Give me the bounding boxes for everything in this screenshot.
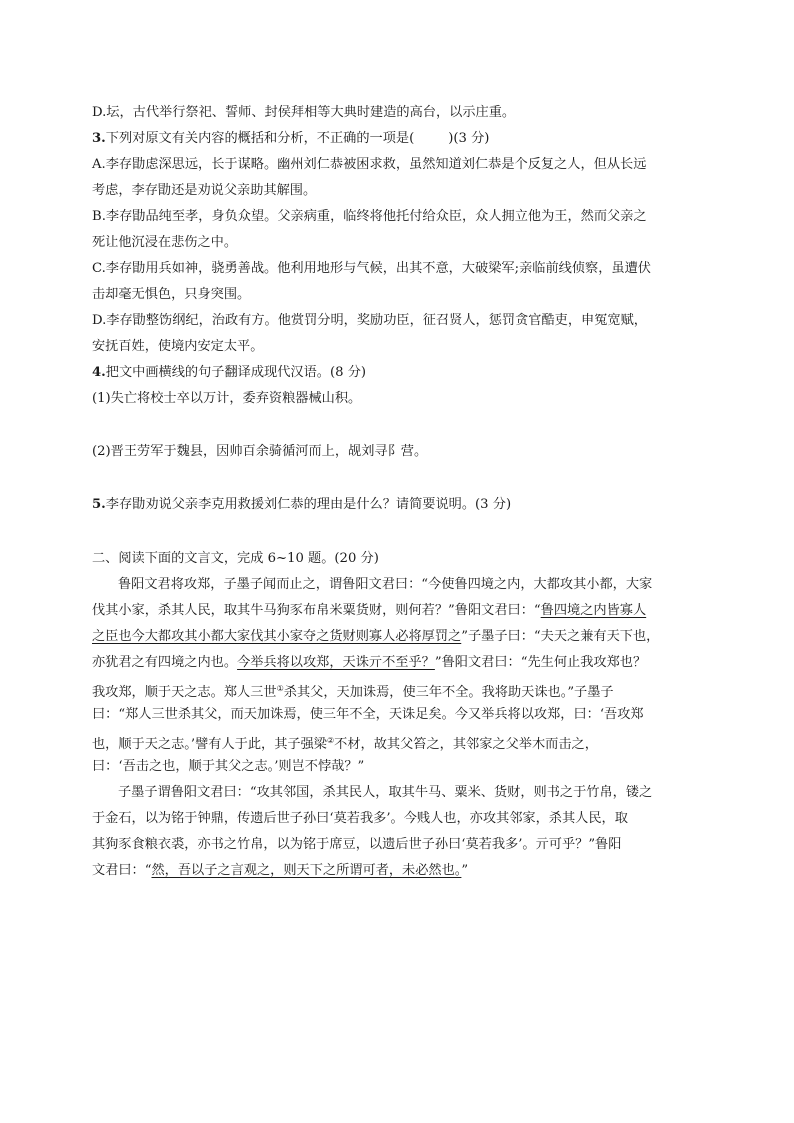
q4-sentence-2: (2)晋王劳军于魏县，因帅百余骑循河而上，觇刘寻阝营。 xyxy=(92,444,428,459)
passage-p1-line4 xyxy=(92,650,712,676)
q3-option-d-line2: 安抚百姓，使境内安定太平。 xyxy=(92,339,264,354)
q3-option-d-line1: D.李存勖整饬纲纪，治政有方。他赏罚分明，奖励功臣，征召贤人，惩罚贪官酷吏，申冤宽赋， xyxy=(92,313,647,328)
passage-text: ” xyxy=(461,863,469,878)
exam-page xyxy=(92,100,712,884)
passage-text: 我攻郑，顺于天之志。郑人三世 xyxy=(92,685,277,700)
passage-p1-line7 xyxy=(92,728,712,754)
passage-text: ”子墨子曰：“夫天之兼有天下也， xyxy=(461,629,660,644)
underlined-sentence: 之臣也今大都攻其小都大家伐其小家夺之货财则寡人必将厚罚之 xyxy=(92,629,462,644)
footnote-marker: ① xyxy=(276,684,284,693)
passage-p1-line2 xyxy=(92,598,712,624)
q3-option-c-line2: 击却毫无惧色，只身突围。 xyxy=(92,287,251,302)
q5-number: 5. xyxy=(92,497,106,512)
underlined-sentence: 然，吾以子之言观之，则天下之所谓可者，未必然也。 xyxy=(151,863,462,878)
passage-text: 文君曰：“ xyxy=(92,863,152,878)
q3-stem-text: 下列对原文有关内容的概括和分析，不正确的一项是( xyxy=(105,131,415,146)
passage-p1-line1: 鲁阳文君将攻郑，子墨子闻而止之，谓鲁阳文君曰：“今使鲁四境之内，大都攻其小都，大家 xyxy=(118,577,653,592)
q3-option-b-line2: 死让他沉浸在悲伤之中。 xyxy=(92,235,238,250)
q4-stem-text: 把文中画横线的句子翻译成现代汉语。(8 分) xyxy=(105,365,367,380)
q3-option-b-line1: B.李存勖品纯至孝，身负众望。父亲病重，临终将他托付给众臣，众人拥立他为王，然而父亲之 xyxy=(92,209,647,224)
passage-p2-line4 xyxy=(92,858,712,884)
footnote-marker: ② xyxy=(326,736,335,745)
q3-stem xyxy=(92,126,712,152)
passage-p1-line3 xyxy=(92,624,712,650)
q4-number: 4. xyxy=(92,365,106,380)
q3-option-a-line2: 考虑，李存勖还是劝说父亲助其解围。 xyxy=(92,183,317,198)
q5-stem-text: 李存勖劝说父亲李克用救援刘仁恭的理由是什么？请简要说明。(3 分) xyxy=(105,497,512,512)
answer-space xyxy=(92,518,712,546)
section-2-heading: 二、阅读下面的文言文，完成 6~10 题。(20 分) xyxy=(92,551,379,566)
passage-p1-line5 xyxy=(92,676,712,702)
underlined-sentence: 鲁四境之内皆寡人 xyxy=(540,603,647,618)
passage-p2-line1: 子墨子谓鲁阳文君曰：“攻其邻国，杀其民人，取其牛马、粟米、货财，则书之于竹帛，镂之 xyxy=(118,785,653,800)
q2-option-d: D.坛，古代举行祭祀、誓师、封侯拜相等大典时建造的高台，以示庄重。 xyxy=(92,105,516,120)
q5-stem xyxy=(92,492,712,518)
passage-p2-line2: 于金石，以为铭于钟鼎，传遗后世子孙曰‘莫若我多’。今贱人也，亦攻其邻家，杀其人民，取 xyxy=(92,811,628,826)
passage-text: 伐其小家，杀其人民，取其牛马狗豕布帛米粟货财，则何若？”鲁阳文君曰：“ xyxy=(92,603,541,618)
passage-text: 杀其父，天加诛焉，使三年不全。我将助天诛也。”子墨子 xyxy=(283,685,614,700)
passage-text: 不材，故其父笞之，其邻家之父举木而击之， xyxy=(334,737,598,752)
q3-score: )(3 分) xyxy=(448,131,490,146)
q3-option-c-line1: C.李存勖用兵如神，骁勇善战。他利用地形与气候，出其不意，大破梁军;亲临前线侦察，虽遭伏 xyxy=(92,261,651,276)
q4-sentence-1: (1)失亡将校士卒以万计，委弃资粮器械山积。 xyxy=(92,391,362,406)
answer-space xyxy=(92,465,712,492)
passage-p1-line6: 曰：“郑人三世杀其父，而天加诛焉，使三年不全，天诛足矣。今又举兵将以攻郑，曰：‘吾攻郑 xyxy=(92,707,644,722)
underlined-sentence: 今举兵将以攻郑，天诛亓不至乎？ xyxy=(237,655,435,670)
passage-text: 亦犹君之有四境之内也。 xyxy=(92,655,238,670)
q4-stem xyxy=(92,360,712,386)
q3-option-a-line1: A.李存勖虑深思远，长于谋略。幽州刘仁恭被困求救，虽然知道刘仁恭是个反复之人，但从长远 xyxy=(92,157,647,172)
q3-number: 3. xyxy=(92,131,106,146)
passage-text: ”鲁阳文君曰：“先生何止我攻郑也？ xyxy=(434,655,647,670)
answer-space xyxy=(92,412,712,439)
passage-p1-line8: 曰：‘吾击之也，顺于其父之志。’则岂不悖哉？” xyxy=(92,759,365,774)
passage-text: 也，顺于天之志。’譬有人于此，其子强梁 xyxy=(92,737,327,752)
passage-p2-line3: 其狗豕食粮衣裘，亦书之竹帛，以为铭于席豆，以遗后世子孙曰‘莫若我多’。亓可乎？”鲁阳 xyxy=(92,837,622,852)
